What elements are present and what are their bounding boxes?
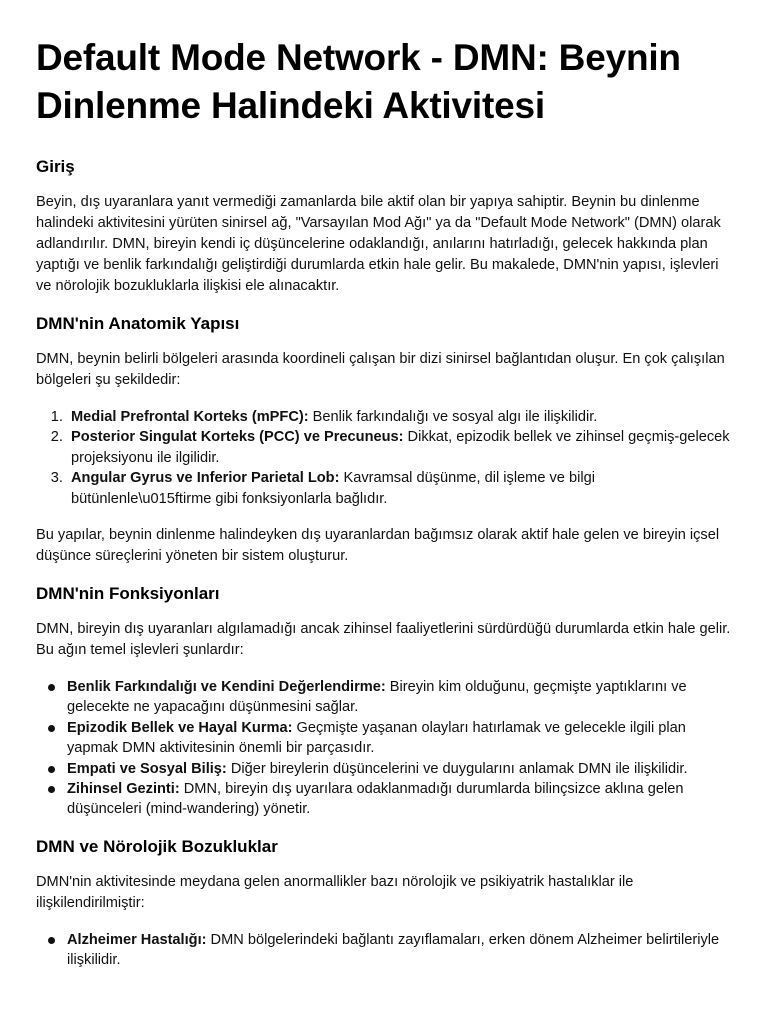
list-item-desc: Kavramsal düşünme, dil işleme ve bilgi bütünlenle\u015ftirme gibi fonksiyonlarla bağlıdır. (71, 470, 595, 507)
list-item-desc: DMN, bireyin dış uyarılara odaklanmadığı durumlarda bilinçsizce aklına gelen düşünceleri (mind-wandering) yönetir. (67, 781, 684, 818)
section-heading-functions: DMN'nin Fonksiyonları (36, 584, 220, 604)
anatomy-paragraph: DMN, beynin belirli bölgeleri arasında koordineli çalışan bir dizi sinirsel bağlantıdan oluşur. En çok çalışılan bölgeleri şu şekildedir: (36, 351, 725, 388)
functions-list (36, 677, 732, 820)
disorders-paragraph: DMN'nin aktivitesinde meydana gelen anormallikler bazı nörolojik ve psikiyatrik hastalıklar ile ilişkilendirilmiştir: (36, 873, 634, 911)
section-heading-anatomy: DMN'nin Anatomik Yapısı (36, 314, 240, 333)
list-item-term: Medial Prefrontal Korteks (mPFC): (71, 409, 309, 425)
list-item-term: Posterior Singulat Korteks (PCC) ve Precuneus: (71, 429, 404, 446)
list-item-desc: Geçmişte yaşanan olayları hatırlamak ve gelecekle ilgili plan yapmak DMN aktivitesinin önemli bir parçasıdır. (67, 719, 686, 757)
intro-paragraph: Beyin, dış uyaranlara yanıt vermediği zamanlarda bile aktif olan bir yapıya sahiptir. Beynin bu dinlenme halindeki aktivitesini yürüten sinirsel ağ, "Varsayılan Mod Ağı" ya da "Default Mode Network" (DMN) olarak adlandırılır. DMN, bireyin kendi iç düşüncelerine odaklandığı, anılarını hatırladığı, gelecek hakkında plan yaptığı ve benlik farkındalığı geliştirdiği durumlarda etkin hale gelir. Bu makalede, DMN'nin yapısı, işlevleri ve nörolojik bozukluklarla ilişkisi ele alınacaktır. (36, 194, 721, 294)
list-item (67, 407, 732, 427)
list-item (67, 468, 732, 509)
list-item (67, 718, 732, 759)
page-title: Default Mode Network - DMN: Beynin Dinlenme Halindeki Aktivitesi (36, 37, 681, 126)
section-heading-disorders: DMN ve Nörolojik Bozukluklar (36, 836, 278, 856)
list-item (67, 677, 732, 718)
list-item (67, 759, 732, 779)
list-item-term: Empati ve Sosyal Biliş: (67, 760, 227, 777)
list-item (67, 427, 732, 468)
list-item-desc: Dikkat, epizodik bellek ve zihinsel geçmiş-gelecek projeksiyonu ile ilgilidir. (71, 429, 730, 466)
section-heading-intro: Giriş (36, 157, 75, 176)
list-item-desc: Benlik farkındalığı ve sosyal algı ile ilişkilidir. (308, 409, 598, 425)
list-item-term: Angular Gyrus ve Inferior Parietal Lob: (71, 470, 340, 487)
list-item (67, 930, 732, 971)
list-item-term: Epizodik Bellek ve Hayal Kurma: (67, 719, 293, 736)
list-item-desc: Bireyin kim olduğunu, geçmişte yaptıklarını ve gelecekte ne yapacağını düşünmesini sağlar. (67, 679, 687, 716)
list-item (67, 779, 732, 820)
list-item-term: Zihinsel Gezinti: (67, 781, 180, 798)
anatomy-summary-paragraph: Bu yapılar, beynin dinlenme halindeyken dış uyaranlardan bağımsız olarak aktif hale gelen ve bireyin içsel düşünce süreçlerini yöneten bir sistem oluşturur. (36, 527, 720, 565)
list-item-term: Benlik Farkındalığı ve Kendini Değerlendirme: (67, 679, 386, 696)
list-item-desc: DMN bölgelerindeki bağlantı zayıflamaları, erken dönem Alzheimer belirtileriyle ilişkilidir. (67, 931, 720, 969)
functions-paragraph: DMN, bireyin dış uyaranları algılamadığı ancak zihinsel faaliyetlerini sürdürdüğü durumlarda etkin hale gelir. Bu ağın temel işlevleri şunlardır: (36, 621, 731, 659)
list-item-term: Alzheimer Hastalığı: (67, 931, 207, 948)
anatomy-list (36, 407, 732, 509)
list-item-desc: Diğer bireylerin düşüncelerini ve duygularını anlamak DMN ile ilişkilidir. (226, 760, 688, 777)
disorders-list (36, 930, 732, 971)
